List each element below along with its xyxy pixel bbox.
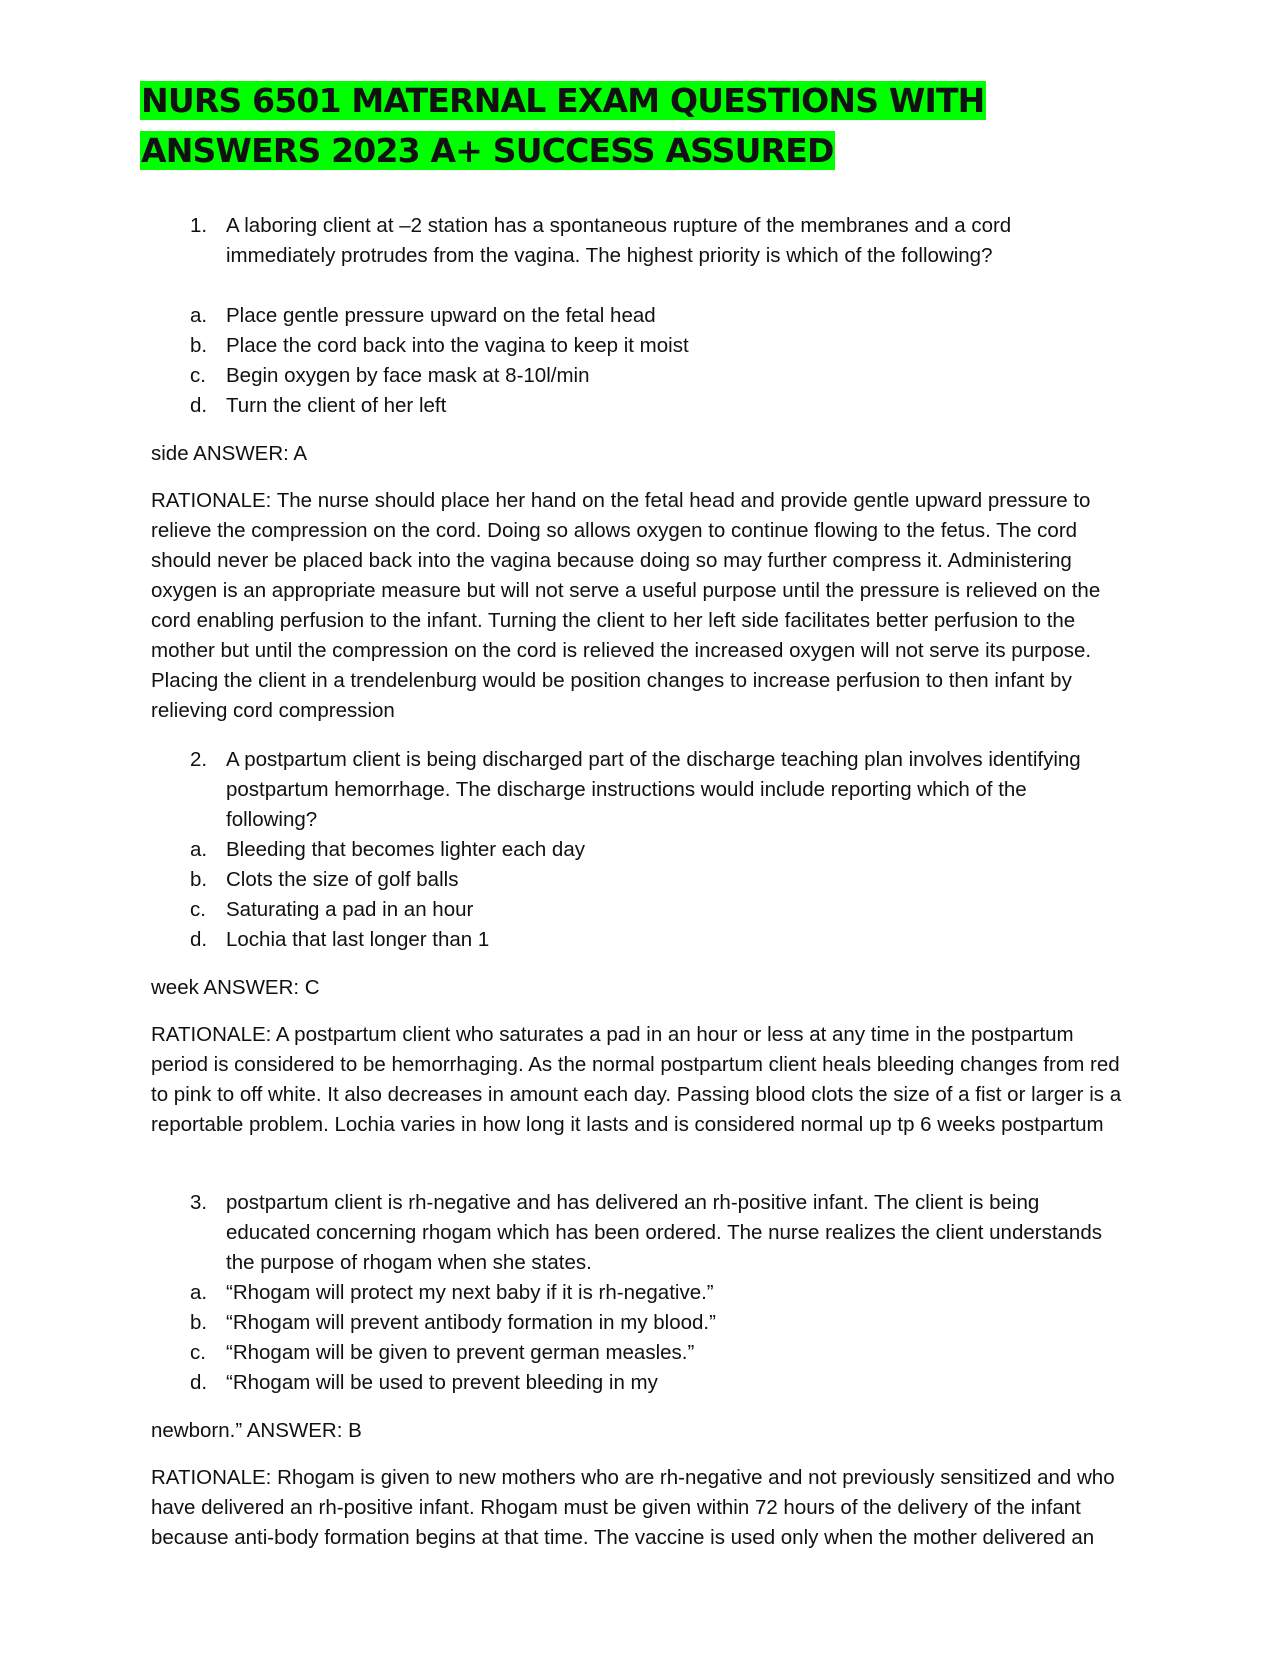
question-text: postpartum client is rh-negative and has delivered an rh-positive infant. The client is being educated concerning rhogam which has been ordered. The nurse realizes the client understands the purpose of rhogam when she states. <box>226 1191 1102 1274</box>
option-a: a. “Rhogam will protect my next baby if it is rh-negative.” <box>190 1281 714 1304</box>
question-text: A postpartum client is being discharged part of the discharge teaching plan involves identifying postpartum hemorrhage. The discharge instructions would include reporting which of the following? <box>226 748 1081 831</box>
option-c: c. Saturating a pad in an hour <box>190 898 474 921</box>
option-d: d. “Rhogam will be used to prevent bleeding in my <box>190 1371 658 1394</box>
options-list <box>0 301 1280 421</box>
question-text: A laboring client at –2 station has a spontaneous rupture of the membranes and a cord immediately protrudes from the vagina. The highest priority is which of the following? <box>226 214 1012 267</box>
rationale: RATIONALE: Rhogam is given to new mothers who are rh-negative and not previously sensitized and who have delivered an rh-positive infant. Rhogam must be given within 72 hours of the delivery of the infant because anti-body formation begins at that time. The vaccine is used only when the mother delivered an <box>151 1466 1115 1549</box>
answer-line: week ANSWER: C <box>151 976 320 999</box>
answer-line: newborn.” ANSWER: B <box>151 1419 362 1442</box>
option-b: b. “Rhogam will prevent antibody formation in my blood.” <box>190 1311 716 1334</box>
options-list <box>0 1278 1280 1398</box>
rationale: RATIONALE: A postpartum client who saturates a pad in an hour or less at any time in the postpartum period is considered to be hemorrhaging. As the normal postpartum client heals bleeding changes from red to pink to off white. It also decreases in amount each day. Passing blood clots the size of a fist or larger is a reportable problem. Lochia varies in how long it lasts and is considered normal up tp 6 weeks postpartum <box>151 1023 1122 1136</box>
rationale: RATIONALE: The nurse should place her hand on the fetal head and provide gentle upward pressure to relieve the compression on the cord. Doing so allows oxygen to continue flowing to the fetus. The cord should never be placed back into the vagina because doing so may further compress it. Administering oxygen is an appropriate measure but will not serve a useful purpose until the pressure is relieved on the cord enabling perfusion to the infant. Turning the client to her left side facilitates better perfusion to the mother but until the compression on the cord is relieved the increased oxygen will not serve its purpose. Placing the client in a trendelenburg would be position changes to increase perfusion to then infant by relieving cord compression <box>151 489 1101 722</box>
answer-line: side ANSWER: A <box>151 442 308 465</box>
question-number: 3. <box>190 1191 208 1214</box>
option-c: c. Begin oxygen by face mask at 8-10l/min <box>190 364 590 387</box>
title-line-1: NURS 6501 MATERNAL EXAM QUESTIONS WITH <box>141 81 985 120</box>
option-a: a. Place gentle pressure upward on the fetal head <box>190 304 656 327</box>
option-d: d. Turn the client of her left <box>190 394 447 417</box>
options-list <box>0 835 1280 955</box>
document-title <box>140 76 1140 176</box>
title-line-2: ANSWERS 2023 A+ SUCCESS ASSURED <box>141 131 834 170</box>
option-c: c. “Rhogam will be given to prevent german measles.” <box>190 1341 695 1364</box>
question-number: 1. <box>190 214 208 237</box>
option-b: b. Clots the size of golf balls <box>190 868 459 891</box>
option-a: a. Bleeding that becomes lighter each day <box>190 838 585 861</box>
option-d: d. Lochia that last longer than 1 <box>190 928 490 951</box>
option-b: b. Place the cord back into the vagina to keep it moist <box>190 334 689 357</box>
question-number: 2. <box>190 748 208 771</box>
